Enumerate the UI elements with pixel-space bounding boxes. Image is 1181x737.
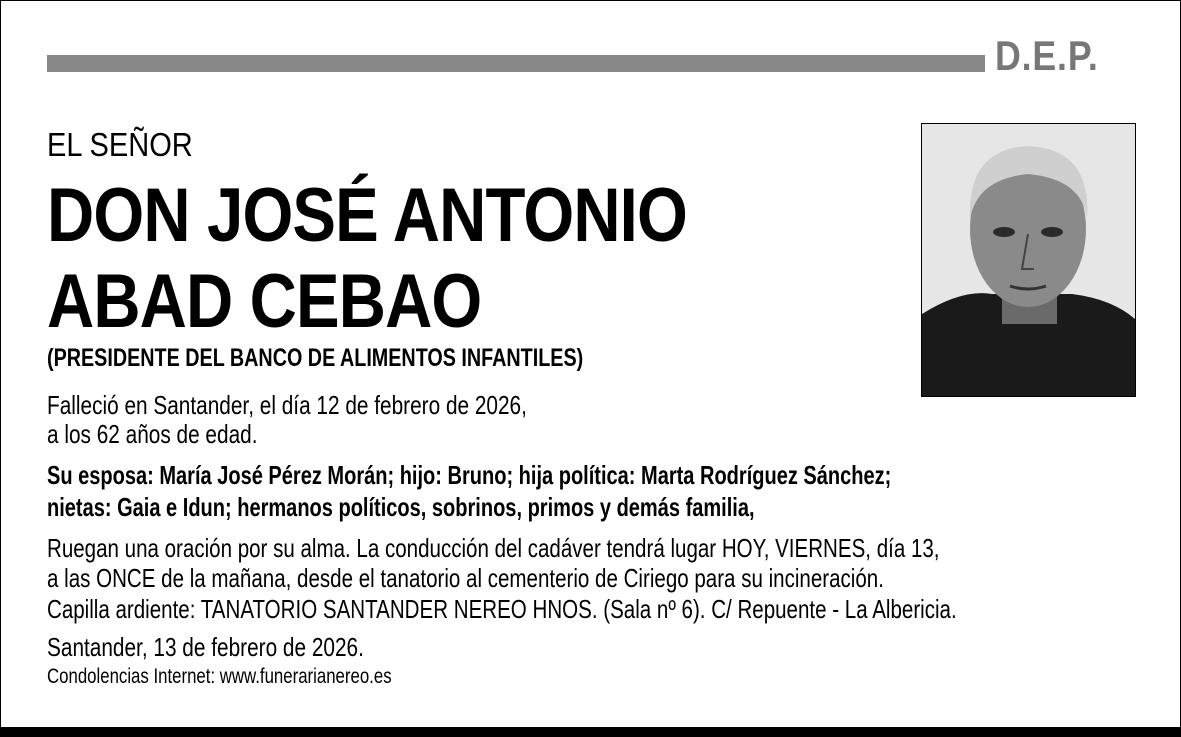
service-line2: a las ONCE de la mañana, desde el tanatorio al cementerio de Ciriego para su incineración.: [47, 563, 884, 593]
deceased-photo: [921, 123, 1136, 397]
death-info-line2: a los 62 años de edad.: [47, 419, 258, 449]
deceased-position: (PRESIDENTE DEL BANCO DE ALIMENTOS INFANTILES): [47, 344, 584, 372]
place-date: Santander, 13 de febrero de 2026.: [47, 632, 364, 662]
bottom-rule: [0, 727, 1181, 737]
header-rule: [47, 55, 985, 72]
title-prefix: EL SEÑOR: [47, 126, 193, 163]
deceased-name-line2: ABAD CEBAO: [47, 259, 482, 344]
condolences-website: Condolencias Internet: www.funerarianereo.es: [47, 665, 392, 688]
family-line2: nietas: Gaia e Idun; hermanos políticos, sobrinos, primos y demás familia,: [47, 492, 755, 522]
death-info-line1: Falleció en Santander, el día 12 de febrero de 2026,: [47, 390, 527, 420]
family-line1: Su esposa: María José Pérez Morán; hijo: Bruno; hija política: Marta Rodríguez Sánchez;: [47, 460, 892, 490]
deceased-name-line1: DON JOSÉ ANTONIO: [47, 173, 687, 258]
dep-heading: D.E.P.: [995, 32, 1099, 79]
service-line1: Ruegan una oración por su alma. La conducción del cadáver tendrá lugar HOY, VIERNES, día 13,: [47, 533, 940, 563]
service-line3: Capilla ardiente: TANATORIO SANTANDER NEREO HNOS. (Sala nº 6). C/ Repuente - La Albericia.: [47, 594, 957, 624]
